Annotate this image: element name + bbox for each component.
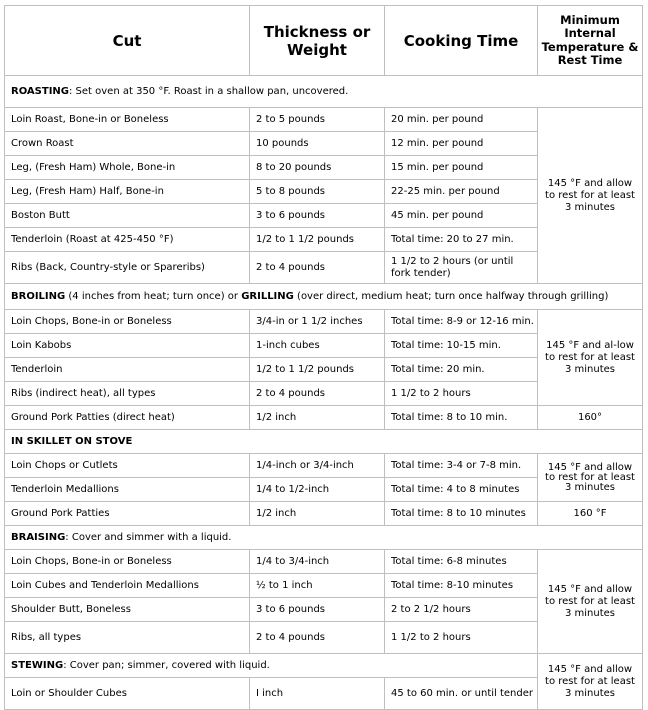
- time-cell: 2 to 2 1/2 hours: [385, 598, 538, 622]
- time-cell: 22-25 min. per pound: [385, 180, 538, 204]
- thickness-cell: 8 to 20 pounds: [250, 156, 385, 180]
- table-row: [5, 550, 643, 574]
- stewing-temp-cell: 145 °F and allow to rest for at least 3 minutes: [538, 654, 643, 710]
- skillet-patties-temp-cell: 160 °F: [538, 502, 643, 526]
- table-row: [5, 454, 643, 478]
- section-braising-desc: : Cover and simmer with a liquid.: [65, 532, 232, 543]
- section-broiling-label: BROILING: [11, 291, 66, 302]
- skillet-temp-cell: 145 °F and allow to rest for at least 3 minutes: [538, 454, 643, 502]
- cut-cell: Tenderloin: [5, 358, 250, 382]
- thickness-cell: 2 to 4 pounds: [250, 622, 385, 654]
- thickness-cell: ½ to 1 inch: [250, 574, 385, 598]
- section-roasting-cell: [5, 76, 643, 108]
- time-cell: Total time: 4 to 8 minutes: [385, 478, 538, 502]
- thickness-cell: 2 to 4 pounds: [250, 252, 385, 284]
- thickness-cell: 1-inch cubes: [250, 334, 385, 358]
- thickness-cell: 3 to 6 pounds: [250, 204, 385, 228]
- time-cell: 1 1/2 to 2 hours: [385, 622, 538, 654]
- time-cell: Total time: 10-15 min.: [385, 334, 538, 358]
- cut-cell: Ground Pork Patties (direct heat): [5, 406, 250, 430]
- cut-cell: Ground Pork Patties: [5, 502, 250, 526]
- cut-cell: Leg, (Fresh Ham) Whole, Bone-in: [5, 156, 250, 180]
- section-stewing-desc: : Cover pan; simmer, covered with liquid.: [63, 660, 270, 671]
- time-cell: Total time: 20 min.: [385, 358, 538, 382]
- thickness-cell: 2 to 5 pounds: [250, 108, 385, 132]
- broiling-temp-cell: 145 °F and al-low to rest for at least 3 minutes: [538, 310, 643, 406]
- cut-cell: Loin or Shoulder Cubes: [5, 678, 250, 710]
- header-min-temp: Minimum Internal Temperature & Rest Time: [538, 6, 643, 76]
- thickness-cell: 1/4 to 1/2-inch: [250, 478, 385, 502]
- table-row: [5, 310, 643, 334]
- time-cell: 45 to 60 min. or until tender: [385, 678, 538, 710]
- cut-cell: Loin Roast, Bone-in or Boneless: [5, 108, 250, 132]
- time-cell: Total time: 8-9 or 12-16 min.: [385, 310, 538, 334]
- time-cell: Total time: 8-10 minutes: [385, 574, 538, 598]
- section-braising-label: BRAISING: [11, 532, 66, 543]
- section-roasting-label: ROASTING: [11, 86, 69, 97]
- thickness-cell: 1/2 inch: [250, 406, 385, 430]
- thickness-cell: I inch: [250, 678, 385, 710]
- header-thickness: Thickness or Weight: [250, 6, 385, 76]
- section-grilling-desc: (over direct, medium heat; turn once halfway through grilling): [293, 291, 609, 302]
- header-row: [5, 6, 643, 76]
- time-cell: 20 min. per pound: [385, 108, 538, 132]
- table-row: [5, 108, 643, 132]
- cut-cell: Leg, (Fresh Ham) Half, Bone-in: [5, 180, 250, 204]
- section-broiling-cell: [5, 284, 643, 310]
- time-cell: Total time: 6-8 minutes: [385, 550, 538, 574]
- thickness-cell: 5 to 8 pounds: [250, 180, 385, 204]
- roasting-temp-cell: 145 °F and allow to rest for at least 3 minutes: [538, 108, 643, 284]
- section-stewing: [5, 654, 643, 678]
- cut-cell: Tenderloin Medallions: [5, 478, 250, 502]
- cut-cell: Ribs, all types: [5, 622, 250, 654]
- cut-cell: Loin Chops, Bone-in or Boneless: [5, 550, 250, 574]
- section-roasting: [5, 76, 643, 108]
- section-stewing-label: STEWING: [11, 660, 64, 671]
- braising-temp-cell: 145 °F and allow to rest for at least 3 minutes: [538, 550, 643, 654]
- time-cell: 1 1/2 to 2 hours: [385, 382, 538, 406]
- section-skillet-cell: [5, 430, 643, 454]
- thickness-cell: 3/4-in or 1 1/2 inches: [250, 310, 385, 334]
- header-cooking-time: Cooking Time: [385, 6, 538, 76]
- section-stewing-cell: [5, 654, 538, 678]
- cut-cell: Ribs (Back, Country-style or Spareribs): [5, 252, 250, 284]
- cut-cell: Boston Butt: [5, 204, 250, 228]
- time-cell: Total time: 3-4 or 7-8 min.: [385, 454, 538, 478]
- table-row: [5, 502, 643, 526]
- time-cell: 15 min. per pound: [385, 156, 538, 180]
- section-grilling-label: GRILLING: [241, 291, 294, 302]
- section-skillet: [5, 430, 643, 454]
- cut-cell: Ribs (indirect heat), all types: [5, 382, 250, 406]
- thickness-cell: 1/2 to 1 1/2 pounds: [250, 228, 385, 252]
- section-broiling-desc: (4 inches from heat; turn once) or: [65, 291, 242, 302]
- pork-cooking-chart: [4, 5, 643, 710]
- cut-cell: Loin Kabobs: [5, 334, 250, 358]
- cut-cell: Loin Chops, Bone-in or Boneless: [5, 310, 250, 334]
- time-cell: Total time: 8 to 10 min.: [385, 406, 538, 430]
- section-braising: [5, 526, 643, 550]
- cut-cell: Loin Chops or Cutlets: [5, 454, 250, 478]
- cut-cell: Crown Roast: [5, 132, 250, 156]
- time-cell: 12 min. per pound: [385, 132, 538, 156]
- thickness-cell: 3 to 6 pounds: [250, 598, 385, 622]
- thickness-cell: 1/4 to 3/4-inch: [250, 550, 385, 574]
- thickness-cell: 1/4-inch or 3/4-inch: [250, 454, 385, 478]
- thickness-cell: 1/2 inch: [250, 502, 385, 526]
- time-cell: 1 1/2 to 2 hours (or until fork tender): [385, 252, 538, 284]
- time-cell: Total time: 20 to 27 min.: [385, 228, 538, 252]
- section-braising-cell: [5, 526, 643, 550]
- cut-cell: Shoulder Butt, Boneless: [5, 598, 250, 622]
- thickness-cell: 1/2 to 1 1/2 pounds: [250, 358, 385, 382]
- thickness-cell: 10 pounds: [250, 132, 385, 156]
- time-cell: Total time: 8 to 10 minutes: [385, 502, 538, 526]
- cut-cell: Tenderloin (Roast at 425-450 °F): [5, 228, 250, 252]
- section-broiling: [5, 284, 643, 310]
- cut-cell: Loin Cubes and Tenderloin Medallions: [5, 574, 250, 598]
- header-cut: Cut: [5, 6, 250, 76]
- section-roasting-desc: : Set oven at 350 °F. Roast in a shallow pan, uncovered.: [69, 86, 349, 97]
- broiling-patties-temp-cell: 160°: [538, 406, 643, 430]
- table-row: [5, 406, 643, 430]
- section-skillet-label: IN SKILLET ON STOVE: [11, 436, 133, 447]
- thickness-cell: 2 to 4 pounds: [250, 382, 385, 406]
- time-cell: 45 min. per pound: [385, 204, 538, 228]
